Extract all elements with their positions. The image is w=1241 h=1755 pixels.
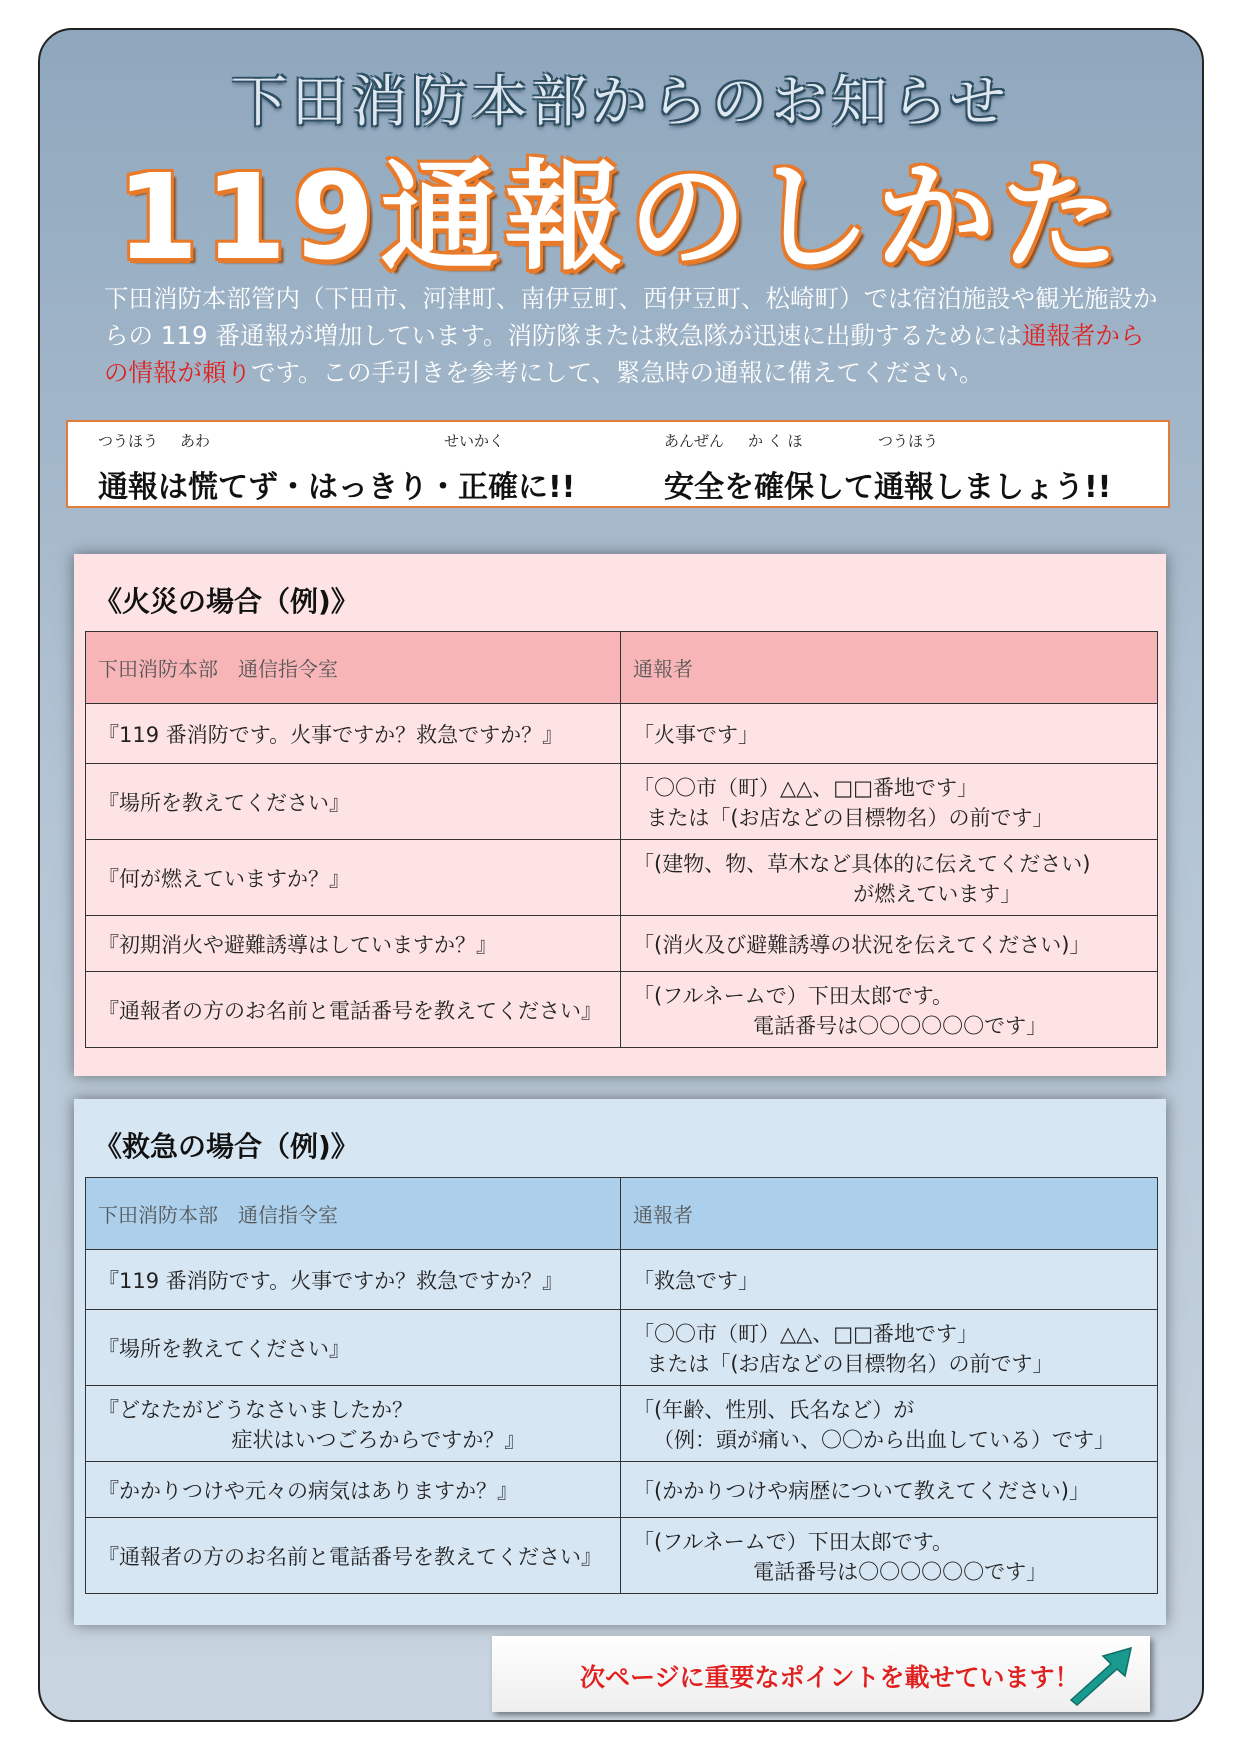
intro-highlight: 通報者からの情報が頼り — [104, 321, 1145, 387]
slogan-left: 通報は慌てず・はっきり・正確に!! — [98, 470, 576, 505]
slogan-right: 安全を確保して通報しましょう!! — [664, 470, 1112, 505]
intro-text-2: です。この手引きを参考にして、緊急時の通報に備えてください。 — [251, 358, 984, 387]
table-row — [86, 704, 1158, 764]
ems-answer: 「(かかりつけや病歴について教えてください)」 — [621, 1462, 1158, 1518]
intro-paragraph — [104, 280, 1164, 391]
ruby-tsuuhou-1: つうほう — [98, 432, 159, 450]
ems-answer: 「(年齢、性別、氏名など）が （例：頭が痛い、〇〇から出血している）です」 — [621, 1386, 1158, 1462]
fire-header-caller: 通報者 — [621, 632, 1158, 704]
intro-text-1: 下田消防本部管内（下田市、河津町、南伊豆町、西伊豆町、松崎町）では宿泊施設や観光施設からの 119 番通報が増加しています。消防隊または救急隊が迅速に出動するためには — [104, 284, 1158, 350]
next-page-button[interactable] — [492, 1636, 1150, 1712]
page-subtitle: 下田消防本部からのお知らせ — [231, 70, 1010, 135]
ems-panel — [74, 1099, 1166, 1625]
ems-header-caller: 通報者 — [621, 1178, 1158, 1250]
ems-question: 『かかりつけや元々の病気はありますか？』 — [86, 1462, 621, 1518]
fire-answer: 「火事です」 — [621, 704, 1158, 764]
fire-answer: 「(消火及び避難誘導の状況を伝えてください)」 — [621, 916, 1158, 972]
fire-question: 『初期消火や避難誘導はしていますか？』 — [86, 916, 621, 972]
fire-question: 『何が燃えていますか？』 — [86, 840, 621, 916]
table-row — [86, 840, 1158, 916]
fire-answer: 「〇〇市（町）△△、□□番地です」 または「(お店などの目標物名）の前です」 — [621, 764, 1158, 840]
fire-question: 『場所を教えてください』 — [86, 764, 621, 840]
fire-answer: 「(フルネームで）下田太郎です。 電話番号は〇〇〇〇〇〇です」 — [621, 972, 1158, 1048]
fire-header-dispatcher: 下田消防本部 通信指令室 — [86, 632, 621, 704]
table-row — [86, 916, 1158, 972]
table-row — [86, 972, 1158, 1048]
fire-question: 『通報者の方のお名前と電話番号を教えてください』 — [86, 972, 621, 1048]
ems-question: 『通報者の方のお名前と電話番号を教えてください』 — [86, 1518, 621, 1594]
ruby-anzen: あんぜん — [664, 432, 725, 450]
fire-question: 『119 番消防です。火事ですか？救急ですか？』 — [86, 704, 621, 764]
table-header-row — [86, 632, 1158, 704]
table-row — [86, 1462, 1158, 1518]
table-row — [86, 1518, 1158, 1594]
ems-heading: 《救急の場合（例)》 — [94, 1130, 359, 1163]
table-row — [86, 1250, 1158, 1310]
table-row — [86, 1310, 1158, 1386]
table-header-row — [86, 1178, 1158, 1250]
ruby-kakuho: か く ほ — [748, 432, 803, 450]
page-title: 119通報のしかた — [116, 148, 1125, 286]
ems-question: 『119 番消防です。火事ですか？救急ですか？』 — [86, 1250, 621, 1310]
arrow-up-right-icon — [1067, 1644, 1137, 1706]
ruby-seikaku: せいかく — [444, 432, 505, 450]
fire-answer: 「(建物、物、草木など具体的に伝えてください) が燃えています」 — [621, 840, 1158, 916]
fire-heading: 《火災の場合（例)》 — [94, 585, 359, 618]
ems-answer: 「(フルネームで）下田太郎です。 電話番号は〇〇〇〇〇〇です」 — [621, 1518, 1158, 1594]
fire-panel — [74, 554, 1166, 1076]
ems-answer: 「救急です」 — [621, 1250, 1158, 1310]
next-page-label: 次ページに重要なポイントを載せています！ — [580, 1663, 1080, 1692]
ems-answer: 「〇〇市（町）△△、□□番地です」 または「(お店などの目標物名）の前です」 — [621, 1310, 1158, 1386]
fire-table — [85, 631, 1158, 1048]
ruby-awa: あわ — [180, 432, 211, 450]
table-row — [86, 1386, 1158, 1462]
ems-question: 『どなたがどうなさいましたか？ 症状はいつごろからですか？』 — [86, 1386, 621, 1462]
slogan-box — [66, 420, 1170, 508]
ems-header-dispatcher: 下田消防本部 通信指令室 — [86, 1178, 621, 1250]
table-row — [86, 764, 1158, 840]
ems-table — [85, 1177, 1158, 1594]
ruby-tsuuhou-2: つうほう — [878, 432, 939, 450]
ems-question: 『場所を教えてください』 — [86, 1310, 621, 1386]
